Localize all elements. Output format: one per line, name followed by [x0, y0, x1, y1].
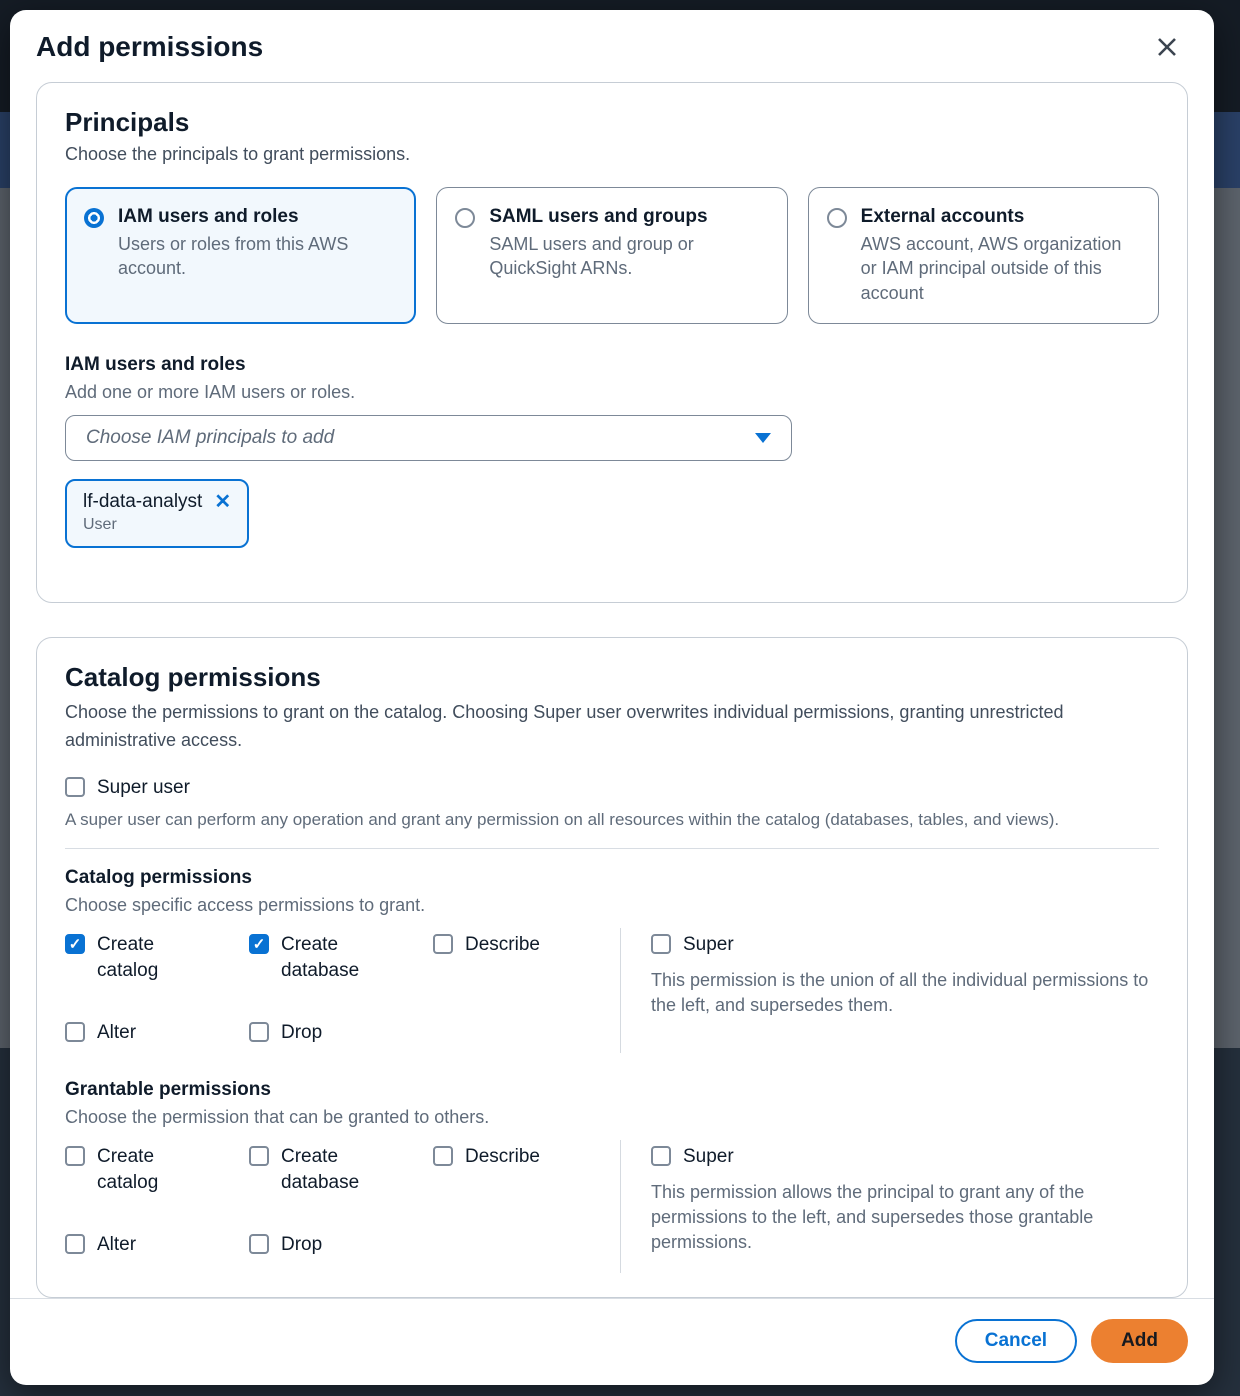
checkbox-grantable-alter[interactable]: Alter — [65, 1232, 249, 1258]
super-user-constraint: A super user can perform any operation and grant any permission on all resources within the catalog (databases, tables, and views). — [65, 810, 1060, 830]
checkbox-icon[interactable]: ✓ — [65, 934, 85, 954]
super-user-label: Super user — [97, 776, 190, 798]
permission-checkbox-group — [65, 928, 621, 1053]
grantable-permissions-subheading: Grantable permissions — [65, 1079, 271, 1101]
radio-card-title: SAML users and groups — [489, 206, 708, 227]
radio-icon[interactable] — [827, 208, 847, 228]
principal-type-options — [65, 187, 1159, 324]
checkbox-drop[interactable]: Drop — [249, 1020, 433, 1046]
grantable-permissions-subdescription: Choose the permission that can be granted to others. — [65, 1107, 490, 1128]
checkbox-icon[interactable]: ✓ — [249, 934, 269, 954]
token-name: lf-data-analyst — [83, 490, 203, 512]
super-grantable-block — [621, 1140, 1159, 1273]
checkbox-icon[interactable] — [433, 1146, 453, 1166]
principals-heading: Principals — [65, 107, 190, 137]
catalog-permissions-heading: Catalog permissions — [65, 661, 321, 692]
radio-card-description: SAML users and group or QuickSight ARNs. — [489, 234, 694, 279]
checkbox-icon[interactable] — [651, 934, 671, 954]
dropdown-caret-icon — [755, 433, 771, 443]
checkbox-icon[interactable] — [249, 1022, 269, 1042]
checkbox-icon[interactable] — [65, 1022, 85, 1042]
checkbox-grantable-create-catalog[interactable]: Create catalog — [65, 1144, 249, 1195]
catalog-permissions-section — [36, 637, 1188, 1298]
radio-card-title: External accounts — [860, 206, 1025, 227]
checkbox-icon[interactable] — [65, 1146, 85, 1166]
close-icon — [1154, 34, 1180, 60]
checkbox-alter[interactable]: Alter — [65, 1020, 249, 1046]
catalog-permissions-description: Choose the permissions to grant on the catalog. Choosing Super user overwrites individual permissions, granting unrestricted administrative access. — [65, 701, 1064, 750]
add-button[interactable]: Add — [1091, 1319, 1188, 1363]
radio-icon[interactable] — [84, 208, 104, 228]
principals-section — [36, 82, 1188, 603]
catalog-permissions-subheading: Catalog permissions — [65, 867, 252, 889]
token-type: User — [83, 515, 117, 533]
radio-card-description: AWS account, AWS organization or IAM principal outside of this account — [860, 234, 1122, 303]
iam-principals-select[interactable] — [65, 415, 792, 461]
modal-header — [10, 10, 1214, 76]
checkbox-create-database[interactable]: ✓ Create database — [249, 932, 433, 983]
iam-users-and-roles-description: Add one or more IAM users or roles. — [65, 381, 356, 402]
catalog-permissions-subdescription: Choose specific access permissions to grant. — [65, 895, 426, 916]
checkbox-icon[interactable] — [65, 1234, 85, 1254]
checkbox-super[interactable]: Super — [651, 932, 1159, 958]
principal-token — [65, 479, 249, 548]
super-permission-description: This permission is the union of all the individual permissions to the left, and supersedes them. — [651, 969, 1149, 1016]
checkbox-icon[interactable] — [433, 934, 453, 954]
super-grantable-description: This permission allows the principal to grant any of the permissions to the left, and supersedes those grantable permissions. — [651, 1181, 1094, 1253]
section-divider — [65, 848, 1159, 849]
modal-body — [10, 76, 1214, 1298]
catalog-permissions-grid — [65, 928, 1159, 1053]
modal-title: Add permissions — [36, 31, 264, 62]
checkbox-describe[interactable]: Describe — [433, 932, 604, 983]
close-button[interactable] — [1150, 30, 1184, 64]
grantable-permissions-grid — [65, 1140, 1159, 1273]
iam-users-and-roles-label: IAM users and roles — [65, 353, 246, 375]
cancel-button[interactable]: Cancel — [955, 1319, 1077, 1363]
radio-card-title: IAM users and roles — [118, 206, 299, 227]
checkbox-grantable-super[interactable]: Super — [651, 1144, 1159, 1170]
checkbox-create-catalog[interactable]: ✓ Create catalog — [65, 932, 249, 983]
checkbox-grantable-create-database[interactable]: Create database — [249, 1144, 433, 1195]
super-user-checkbox[interactable] — [65, 775, 1159, 801]
radio-card-description: Users or roles from this AWS account. — [118, 234, 349, 279]
checkbox-icon[interactable] — [249, 1146, 269, 1166]
radio-card-external-accounts[interactable] — [808, 187, 1159, 324]
radio-icon[interactable] — [455, 208, 475, 228]
super-permission-block — [621, 928, 1159, 1053]
principals-description: Choose the principals to grant permissions. — [65, 144, 411, 164]
permission-checkbox-group — [65, 1140, 621, 1273]
radio-card-iam-users-and-roles[interactable] — [65, 187, 416, 324]
checkbox-grantable-drop[interactable]: Drop — [249, 1232, 433, 1258]
checkbox-icon[interactable] — [65, 777, 85, 797]
checkbox-icon[interactable] — [651, 1146, 671, 1166]
radio-card-saml-users-and-groups[interactable] — [436, 187, 787, 324]
checkbox-grantable-describe[interactable]: Describe — [433, 1144, 604, 1195]
remove-token-icon[interactable]: ✕ — [214, 490, 232, 513]
select-placeholder: Choose IAM principals to add — [86, 426, 335, 448]
add-permissions-modal — [10, 10, 1214, 1385]
modal-footer — [10, 1298, 1214, 1385]
checkbox-icon[interactable] — [249, 1234, 269, 1254]
